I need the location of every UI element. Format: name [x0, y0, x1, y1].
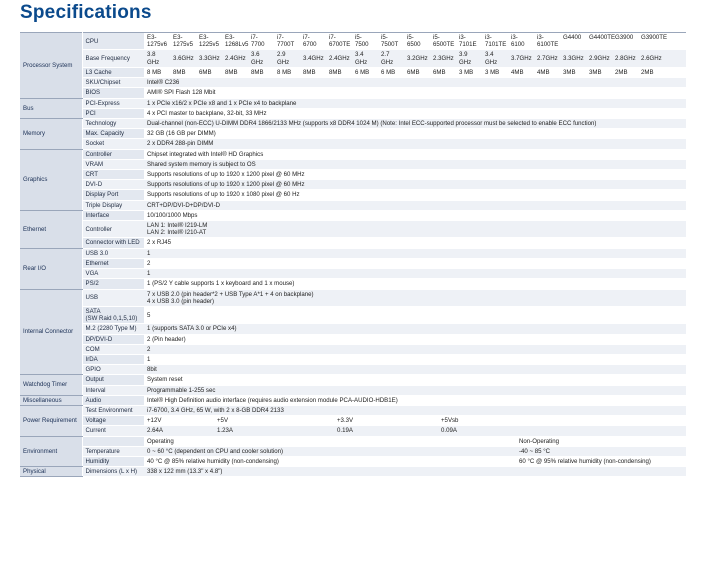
- row-label: Technology: [82, 119, 144, 129]
- cell-value: 8MB: [251, 68, 264, 76]
- table-row: [20, 190, 686, 200]
- sata-label: SATA: [85, 307, 101, 315]
- table-row: [20, 467, 686, 477]
- cell-value: 4MB: [537, 68, 550, 76]
- operating-value: Operating: [147, 437, 174, 445]
- row-value: 1: [144, 248, 686, 258]
- row-value: 1 (supports SATA 3.0 or PCIe x4): [144, 324, 686, 334]
- table-row: [20, 67, 686, 77]
- table-row: [20, 33, 686, 50]
- cell-value: 8MB: [173, 68, 186, 76]
- row-label: Interval: [82, 385, 144, 395]
- voltage-value: +3.3V: [337, 417, 354, 425]
- cell-value: 6MB: [199, 68, 212, 76]
- row-values: [144, 33, 686, 50]
- row-label: Display Port: [82, 190, 144, 200]
- cell-value: E3- 1268Lv5: [225, 34, 249, 49]
- table-row: [20, 221, 686, 238]
- cell-value: 6 MB: [381, 68, 396, 76]
- row-value: 32 GB (16 GB per DIMM): [144, 129, 686, 139]
- row-label: USB 3.0: [82, 248, 144, 258]
- row-label: IrDA: [82, 354, 144, 364]
- table-row: [20, 426, 686, 436]
- cell-value: 3.6GHz: [173, 55, 194, 62]
- cell-value: i3- 7101E: [459, 34, 477, 49]
- row-label: PCI-Express: [82, 98, 144, 108]
- row-label: VGA: [82, 269, 144, 279]
- cell-value: 6 MB: [355, 68, 370, 76]
- row-values: [144, 456, 686, 466]
- row-value: 10/100/1000 Mbps: [144, 210, 686, 220]
- cell-value: E3- 1225v5: [199, 34, 219, 49]
- cell-value: i5- 6500: [407, 34, 421, 49]
- row-label: L3 Cache: [82, 67, 144, 77]
- cell-value: 8MB: [329, 68, 342, 76]
- voltage-value: +5V: [217, 417, 229, 425]
- operating-value: 40 °C @ 85% relative humidity (non-condensing): [147, 457, 279, 465]
- row-label: Audio: [82, 395, 144, 405]
- row-value: 5: [144, 306, 686, 323]
- cell-value: E3- 1275v5: [173, 34, 193, 49]
- row-label: SKU/Chipset: [82, 78, 144, 88]
- row-values: [144, 426, 686, 436]
- cell-value: i3- 6100: [511, 34, 525, 49]
- table-row: [20, 119, 686, 129]
- row-value: 1: [144, 354, 686, 364]
- row-label: Connector with LED: [82, 238, 144, 248]
- row-label: BIOS: [82, 88, 144, 98]
- row-values: [144, 436, 686, 446]
- row-label: COM: [82, 344, 144, 354]
- table-row: [20, 149, 686, 159]
- table-row: [20, 129, 686, 139]
- row-label: DVI-D: [82, 180, 144, 190]
- table-row: [20, 446, 686, 456]
- cell-value: G4400: [563, 34, 582, 41]
- cell-value: i7- 7700: [251, 34, 265, 49]
- table-row: [20, 344, 686, 354]
- cell-value: i5- 6500TE: [433, 34, 455, 49]
- row-value: Shared system memory is subject to OS: [144, 159, 686, 169]
- non-operating-value: 60 °C @ 95% relative humidity (non-condensing): [519, 457, 651, 465]
- row-value: CRT+DP/DVI-D+DP/DVI-D: [144, 200, 686, 210]
- table-row: [20, 456, 686, 466]
- table-row: [20, 269, 686, 279]
- row-label: GPIO: [82, 365, 144, 375]
- sata-raid-label: (SW Raid 0,1,5,10): [85, 315, 138, 323]
- non-operating-value: -40 ~ 85 °C: [519, 447, 551, 455]
- row-value: 2: [144, 344, 686, 354]
- row-label: CPU: [82, 33, 144, 50]
- row-value: 4 x PCI master to backplane, 32-bit, 33 MHz: [144, 108, 686, 118]
- table-row: [20, 258, 686, 268]
- row-label: PCI: [82, 108, 144, 118]
- cell-value: i5- 7500: [355, 34, 369, 49]
- row-label: Base Frequency: [82, 50, 144, 67]
- cell-value: E3- 1275v6: [147, 34, 167, 49]
- row-label: [82, 436, 144, 446]
- row-values: [144, 50, 686, 67]
- usb-line-2: 4 x USB 3.0 (pin header): [147, 297, 215, 305]
- cell-value: 3.9 GHz: [459, 51, 472, 66]
- table-row: [20, 375, 686, 385]
- spec-table: [20, 32, 686, 477]
- voltage-value: +5Vsb: [441, 417, 459, 425]
- cell-value: i3- 6100TE: [537, 34, 559, 49]
- row-value: Programmable 1-255 sec: [144, 385, 686, 395]
- section-name: Physical: [20, 467, 82, 477]
- cell-value: G3900TE: [641, 34, 668, 41]
- row-value: Supports resolutions of up to 1920 x 1080 pixel @ 60 Hz: [144, 190, 686, 200]
- row-label: Temperature: [82, 446, 144, 456]
- row-label: Controller: [82, 221, 144, 238]
- row-label: Socket: [82, 139, 144, 149]
- cell-value: 3.2GHz: [407, 55, 428, 62]
- section-name: Miscellaneous: [20, 395, 82, 405]
- current-value: 1.23A: [217, 427, 233, 435]
- table-row: [20, 279, 686, 289]
- row-value: Supports resolutions of up to 1920 x 1200 pixel @ 60 MHz: [144, 170, 686, 180]
- controller-lan1: LAN 1: Intel® I219-LM: [147, 222, 208, 230]
- row-value: Supports resolutions of up to 1920 x 1200 pixel @ 60 MHz: [144, 180, 686, 190]
- row-value: Chipset integrated with Intel® HD Graphics: [144, 149, 686, 159]
- cell-value: 2MB: [641, 68, 654, 76]
- table-row: [20, 385, 686, 395]
- row-label: Current: [82, 426, 144, 436]
- usb-line-1: 7 x USB 2.0 (pin header*2 + USB Type A*1 + 4 on backplane): [147, 290, 314, 298]
- row-values: [144, 67, 686, 77]
- cell-value: 3.3GHz: [199, 55, 220, 62]
- section-name: Bus: [20, 98, 82, 118]
- row-value: i7-6700, 3.4 GHz, 65 W, with 2 x 8-GB DDR4 2133: [144, 405, 686, 415]
- cell-value: 6MB: [433, 68, 446, 76]
- row-value: Intel® C236: [144, 78, 686, 88]
- section-name: Rear I/O: [20, 248, 82, 289]
- non-operating-value: Non-Operating: [519, 437, 559, 445]
- row-label: CRT: [82, 170, 144, 180]
- row-label: M.2 (2280 Type M): [82, 324, 144, 334]
- cell-value: 3MB: [563, 68, 576, 76]
- row-label: Interface: [82, 210, 144, 220]
- table-row: [20, 395, 686, 405]
- cell-value: 3 MB: [485, 68, 500, 76]
- cell-value: G3900: [615, 34, 634, 41]
- cell-value: 3.7GHz: [511, 55, 532, 62]
- controller-lan2: LAN 2: Intel® I210-AT: [147, 229, 207, 237]
- row-values: [144, 416, 686, 426]
- table-row: [20, 180, 686, 190]
- cell-value: 2.4GHz: [329, 55, 350, 62]
- cell-value: G4400TE: [589, 34, 616, 41]
- row-value: 1 x PCIe x16/2 x PCIe x8 and 1 x PCIe x4 to backplane: [144, 98, 686, 108]
- cell-value: 2.9GHz: [589, 55, 610, 62]
- row-value: Intel® High Definition audio interface (requires audio extension module PCA-AUDIO-HDB1E): [144, 395, 686, 405]
- cell-value: 8MB: [225, 68, 238, 76]
- cell-value: 3.4GHz: [303, 55, 324, 62]
- table-row: [20, 139, 686, 149]
- table-row: [20, 436, 686, 446]
- cell-value: i7- 7700T: [277, 34, 295, 49]
- table-row: [20, 98, 686, 108]
- cell-value: 3.8 GHz: [147, 51, 160, 66]
- section-name: Graphics: [20, 149, 82, 210]
- cell-value: 4MB: [511, 68, 524, 76]
- row-label: Triple Display: [82, 200, 144, 210]
- cell-value: 3.4 GHz: [485, 51, 498, 66]
- cell-value: 8 MB: [277, 68, 292, 76]
- row-label: DP/DVI-D: [82, 334, 144, 344]
- current-value: 0.09A: [441, 427, 457, 435]
- cell-value: i7- 6700: [303, 34, 317, 49]
- section-name: Environment: [20, 436, 82, 467]
- row-values: [144, 446, 686, 456]
- cell-value: 6MB: [407, 68, 420, 76]
- row-label: Max. Capacity: [82, 129, 144, 139]
- cell-value: 2.6GHz: [641, 55, 662, 62]
- cell-value: 2.3GHz: [433, 55, 454, 62]
- row-value: 338 x 122 mm (13.3" x 4.8"): [144, 467, 686, 477]
- cell-value: i7- 6700TE: [329, 34, 351, 49]
- cell-value: i3- 7101TE: [485, 34, 507, 49]
- cell-value: 3 MB: [459, 68, 474, 76]
- row-label: Output: [82, 375, 144, 385]
- row-value: [144, 289, 686, 306]
- row-value: [144, 221, 686, 238]
- row-value: 8bit: [144, 365, 686, 375]
- table-row: [20, 324, 686, 334]
- row-value: 1 (PS/2 Y cable supports 1 x keyboard and 1 x mouse): [144, 279, 686, 289]
- table-row: [20, 50, 686, 67]
- cell-value: 8 MB: [147, 68, 162, 76]
- cell-value: i5- 7500T: [381, 34, 399, 49]
- current-value: 0.19A: [337, 427, 353, 435]
- section-name: Ethernet: [20, 210, 82, 248]
- table-row: [20, 200, 686, 210]
- table-row: [20, 88, 686, 98]
- row-label: USB: [82, 289, 144, 306]
- cell-value: 3.3GHz: [563, 55, 584, 62]
- current-value: 2.64A: [147, 427, 163, 435]
- row-label: Controller: [82, 149, 144, 159]
- section-name: Memory: [20, 119, 82, 150]
- table-row: [20, 170, 686, 180]
- row-value: 2 x DDR4 288-pin DIMM: [144, 139, 686, 149]
- cell-value: 8MB: [303, 68, 316, 76]
- cell-value: 3.6 GHz: [251, 51, 264, 66]
- row-label: [82, 306, 144, 323]
- row-label: PS/2: [82, 279, 144, 289]
- cell-value: 3.4 GHz: [355, 51, 368, 66]
- row-label: Dimensions (L x H): [82, 467, 144, 477]
- row-label: Humidity: [82, 456, 144, 466]
- row-value: 2 (Pin header): [144, 334, 686, 344]
- cell-value: 2.9 GHz: [277, 51, 290, 66]
- cell-value: 2.4GHz: [225, 55, 246, 62]
- cell-value: 2.8GHz: [615, 55, 636, 62]
- table-row: [20, 159, 686, 169]
- operating-value: 0 ~ 60 °C (dependent on CPU and cooler solution): [147, 447, 284, 455]
- table-row: [20, 365, 686, 375]
- cell-value: 3MB: [589, 68, 602, 76]
- row-label: Ethernet: [82, 258, 144, 268]
- row-value: AMI® SPI Flash 128 Mbit: [144, 88, 686, 98]
- row-value: Dual-channel (non-ECC) U-DIMM DDR4 1866/2133 MHz (supports x8 DDR4 1024 M) (Note: Intel ECC-supported processor must be selected to enable ECC function): [144, 119, 686, 129]
- row-label: VRAM: [82, 159, 144, 169]
- row-value: System reset: [144, 375, 686, 385]
- cell-value: 2.7GHz: [537, 55, 558, 62]
- row-value: 2: [144, 258, 686, 268]
- table-row: [20, 78, 686, 88]
- row-value: 1: [144, 269, 686, 279]
- table-row: [20, 354, 686, 364]
- table-row: [20, 306, 686, 323]
- table-row: [20, 289, 686, 306]
- section-name: Internal Connector: [20, 289, 82, 375]
- row-value: 2 x RJ45: [144, 238, 686, 248]
- table-row: [20, 416, 686, 426]
- section-name: Power Requirement: [20, 405, 82, 436]
- cell-value: 2.7 GHz: [381, 51, 394, 66]
- section-name: Watchdog Timer: [20, 375, 82, 395]
- table-row: [20, 248, 686, 258]
- row-label: Voltage: [82, 416, 144, 426]
- section-name: Processor System: [20, 33, 82, 99]
- table-row: [20, 238, 686, 248]
- table-row: [20, 108, 686, 118]
- table-row: [20, 334, 686, 344]
- table-row: [20, 210, 686, 220]
- voltage-value: +12V: [147, 417, 162, 425]
- table-row: [20, 405, 686, 415]
- page-title: Specifications: [20, 2, 152, 23]
- row-label: Test Environment: [82, 405, 144, 415]
- cell-value: 2MB: [615, 68, 628, 76]
